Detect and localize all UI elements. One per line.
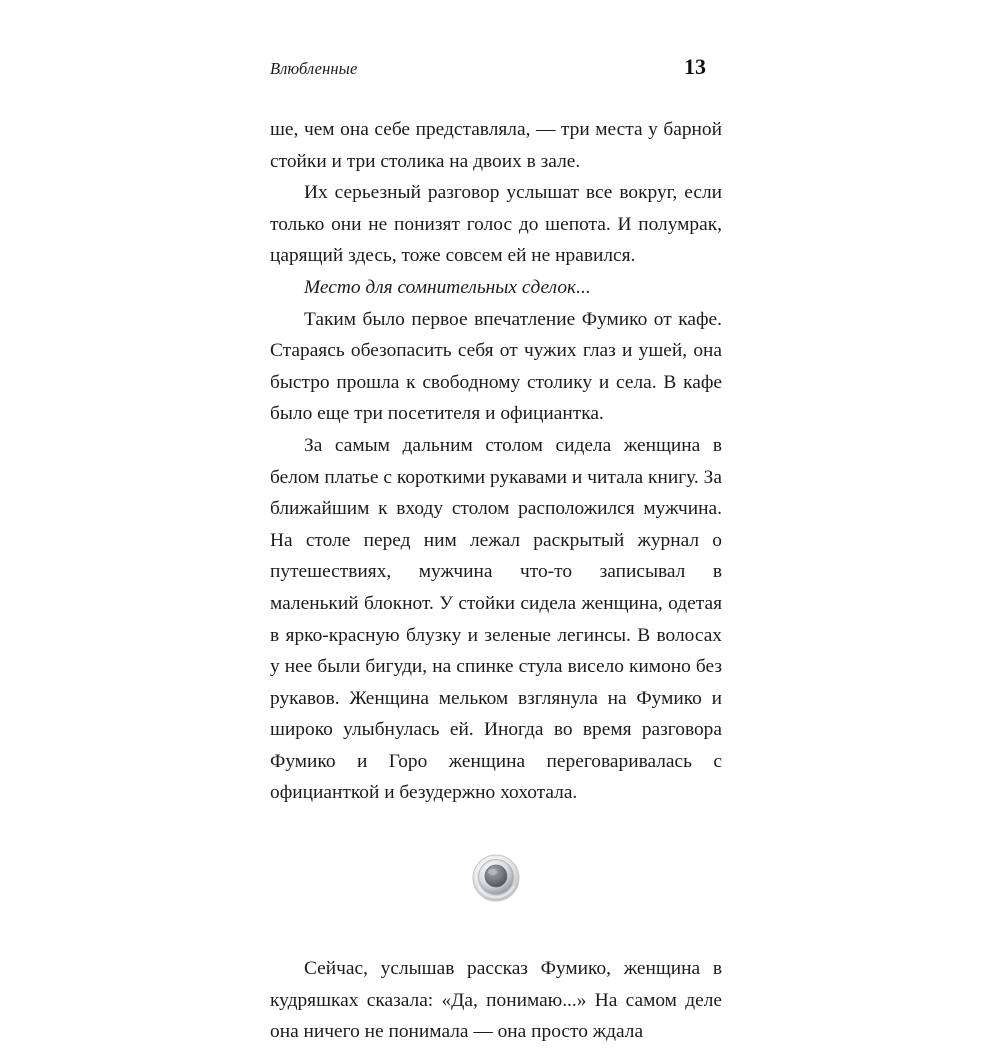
paragraph: Их серьезный разговор услышат все вокруг, если только они не понизят голос до шепота. И полумрак, царящий здесь, тоже совсем ей не нравился. [270,182,722,267]
circular-seal-ornament [464,846,528,910]
running-head [270,54,722,88]
text-column [270,54,722,1048]
paragraph: За самым дальним столом сидела женщина в белом платье с короткими рукавами и читала книгу. За ближайшим к входу столом расположился мужчина. На столе перед ним лежал раскрытый журнал о путешествиях, мужчина что-то записывал в маленький блокнот. У стойки сидела женщина, одетая в ярко-красную блузку и зеленые легинсы. В волосах у нее были бигуди, на спинке стула висело кимоно без рукавов. Женщина мельком взглянула на Фумико и широко улыбнулась ей. Иногда во время разговора Фумико и Горо женщина переговаривалась с официанткой и безудержно хохотала. [270,434,722,804]
body-text-after-ornament [270,953,722,1048]
paragraph: Таким было первое впечатление Фумико от кафе. Стараясь обезопасить себя от чужих глаз и ушей, она быстро прошла к свободному столику и села. В кафе было еще три посетителя и официантка. [270,308,722,425]
running-title: Влюбленные [270,59,358,78]
section-ornament [270,843,722,913]
page-number: 13 [684,54,706,79]
paragraph: ше, чем она себе представляла, — три места у барной стойки и три столика на двоих в зале. [270,119,722,172]
paragraph: Сейчас, услышав рассказ Фумико, женщина в кудряшках сказала: «Да, понимаю...» На самом деле она ничего не понимала — она просто ждала [270,958,722,1043]
body-text-before-ornament [270,114,722,809]
paragraph-italic: Место для сомнительных сделок... [304,276,591,298]
